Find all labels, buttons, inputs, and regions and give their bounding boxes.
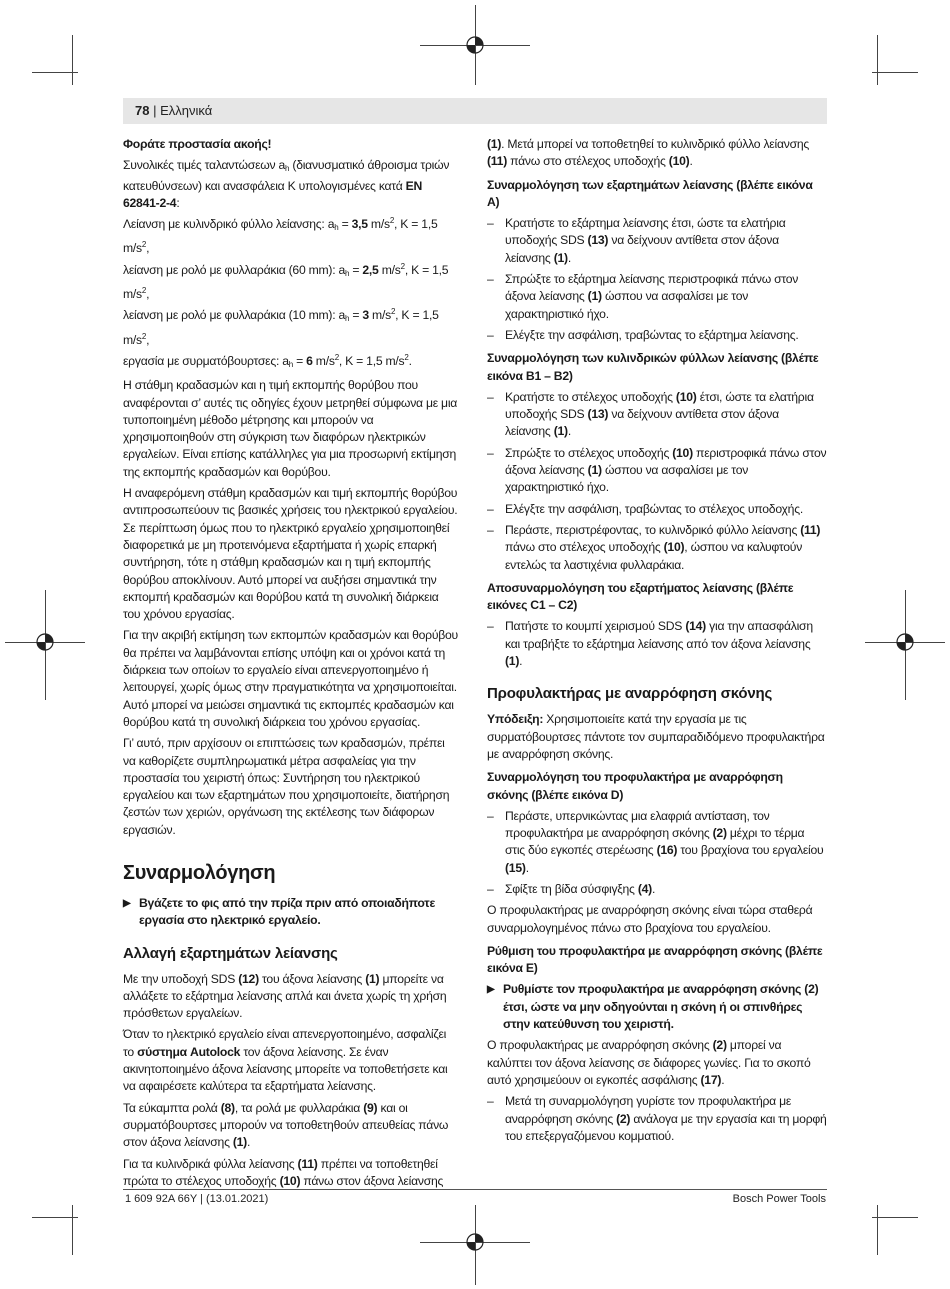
crop-mark: [872, 1217, 918, 1218]
page-number: 78: [135, 103, 150, 118]
list-item: – Ελέγξτε την ασφάλιση, τραβώντας το εξάρτημα λείανσης.: [487, 327, 799, 342]
vibration-value-1: Λείανση με κυλινδρικό φύλλο λείανσης: $a_h = 3,5$ $m/s^2$, K = 1,5 $m/s^2$,: [123, 216, 438, 256]
list-item: – Περάστε, υπερνικώντας μια ελαφριά αντίσταση, τον προφυλακτήρα με αναρρόφηση σκόνης (2) μέχρι το τέρμα στις δύο εγκοπές στερέωσης (16) του βραχίονα του εργαλείου (15).: [487, 808, 824, 875]
paragraph-estimation: Για την ακριβή εκτίμηση των εκπομπών κραδασμών και θορύβου θα πρέπει να λαμβάνονται επίσης υπόψη και οι χρόνοι κατά τη διάρκεια των οποίων το εργαλείο είναι απενεργοποιημένο ή λειτουργεί, χωρίς όμως στην πραγματικότητα να χρησιμοποιείται. Αυτό μπορεί να μειώσει σημαντικά τις εκπομπές κραδασμών και θορύβου κατά τη συνολική διάρκεια του χρόνου εργασίας.: [123, 628, 458, 729]
registration-target-icon: [464, 34, 486, 56]
page-header-bar: [123, 98, 827, 124]
paragraph-rolls: Τα εύκαμπτα ρολά (8), τα ρολά με φυλλαράκια (9) και οι συρματόβουρτσες μπορούν να τοποθετηθούν απευθείας πάνω στον άξονα λείανσης (1).: [123, 1100, 449, 1150]
hearing-protection-warning: Φοράτε προστασία ακοής!: [123, 137, 272, 151]
list-item: – Περάστε, περιστρέφοντας, το κυλινδρικό φύλλο λείανσης (11) πάνω στο στέλεχος υποδοχής (10), ώσπου να καλυφτούν εντελώς τα λαστιχένια φυλλαράκια.: [487, 522, 821, 572]
arrow-bullet-icon: ▶: [123, 897, 131, 909]
list-item: – Σφίξτε τη βίδα σύσφιγξης (4).: [487, 881, 656, 896]
arrow-bullet-icon: ▶: [487, 984, 495, 996]
registration-target-icon: [464, 1231, 486, 1253]
list-item: – Κρατήστε το στέλεχος υποδοχής (10) έτσι, ώστε τα ελατήρια υποδοχής SDS (13) να δείχνουν αντίθετα στον άξονα λείανσης (1).: [487, 389, 814, 439]
steps-adjust-guard: [487, 1093, 827, 1145]
section-title-assembly: Συναρμολόγηση: [123, 861, 276, 884]
crop-mark: [877, 1205, 878, 1255]
footer-doc-code: 1 609 92A 66Y | (13.01.2021): [125, 1193, 269, 1205]
paragraph-sds: Με την υποδοχή SDS (12) του άξονα λείανσης (1) μπορείτε να αλλάξετε το εξάρτημα λείανσης απλά και άνετα χωρίς τη χρήση πρόσθετων εργαλείων.: [123, 971, 447, 1021]
paragraph-guard-mounted: Ο προφυλακτήρας με αναρρόφηση σκόνης είναι τώρα σταθερά συναρμολογημένος πάνω στο βραχίονα του εργαλείου.: [487, 903, 813, 935]
list-item: – Σπρώξτε το εξάρτημα λείανσης περιστροφικά πάνω στον άξονα λείανσης (1) ώσπου να ασφαλίσει με τον χαρακτηριστικό ήχο.: [487, 272, 799, 321]
crop-mark: [32, 72, 78, 73]
vibration-value-2: λείανση με ρολό με φυλλαράκια (60 mm): $a_h = 2,5$ $m/s^2$, K = 1,5 $m/s^2$,: [123, 261, 449, 302]
registration-target-icon: [34, 631, 56, 653]
list-item: – Ελέγξτε την ασφάλιση, τραβώντας το στέλεχος υποδοχής.: [487, 501, 803, 516]
paragraph-guard-angles: Ο προφυλακτήρας με αναρρόφηση σκόνης (2) μπορεί να καλύπτει τον άξονα λείανσης σε διάφορες γωνίες. Για το σκοπό αυτό χρησιμεύουν οι εγκοπές ασφάλισης (17).: [487, 1038, 811, 1087]
paragraph-usage: Η αναφερόμενη στάθμη κραδασμών και τιμή εκπομπής θορύβου αντιπροσωπεύουν τις βασικές χρήσεις του ηλεκτρικού εργαλείου. Σε περίπτωση όμως που το ηλεκτρικό εργαλείο χρησιμοποιηθεί διαφορετικά με μη προτεινόμενα εξαρτήματα ή χωρίς επαρκή συντήρηση, τότε η στάθμη κραδασμών και η τιμή εκπομπής θορύβου αποκλίνουν. Αυτό μπορεί να αυξήσει σημαντικά την εκπομπή κραδασμών και θορύβου κατά τη συνολική διάρκεια του χρόνου εργασίας.: [123, 486, 458, 622]
list-item: – Μετά τη συναρμολόγηση γυρίστε τον προφυλακτήρα με αναρρόφηση σκόνης (2) ανάλογα με την εργασία και τη μορφή του επεξεργαζόμενου κομματιού.: [487, 1094, 827, 1143]
paragraph-sleeves: Για τα κυλινδρικά φύλλα λείανσης (11) πρέπει να τοποθετηθεί πρώτα το στέλεχος υποδοχής (10) πάνω στον άξονα λείανσης: [123, 1156, 444, 1188]
crop-mark: [32, 1217, 78, 1218]
section-title-change-accessories: Αλλαγή εξαρτημάτων λείανσης: [123, 944, 338, 962]
footer-brand: Bosch Power Tools: [732, 1193, 826, 1205]
subsection-title-adjust-guard: Ρύθμιση του προφυλακτήρα με αναρρόφηση σκόνης (βλέπε εικόνα E): [487, 943, 823, 976]
subsection-title-mount-guard: Συναρμολόγηση του προφυλακτήρα με αναρρόφηση σκόνης (βλέπε εικόνα D): [487, 770, 783, 802]
vibration-intro: Συνολικές τιμές ταλαντώσεων $a_h$ (διανυσματικό άθροισμα τριών κατευθύνσεων) και ανασφάλεια K υπολογισμένες κατά EN 62841-2-4: Λείανση με κυλινδρικό φύλλο λείανσης: $a_h = 3,5$ $m/s^2$, K = 1,5 $m/s^2$, λείανση με ρολό με φυλλαράκια (60 mm): $a_h = 2,5$ $m/s^2$, K = 1,5 $m/s^2$, λείανση με ρολό με φυλλαράκια (10 mm): $a_h = 3$ $m/s^2$, K = 1,5 $m/s^2$, εργασία με συρματόβουρτσες: $a_h = 6$ $m/s^2$, K = 1,5 $m/s^2$.: [123, 158, 450, 369]
paragraph-protection: Γι’ αυτό, πριν αρχίσουν οι επιπτώσεις των κραδασμών, πρέπει να καθορίζετε συμπληρωματικά μέτρα ασφαλείας για την προστασία του χειριστή όπως: Συντήρηση του ηλεκτρικού εργαλείου και των εξαρτημάτων που χρησιμοποιείτε, διατήρηση ζεστών των χεριών, οργάνωση της εκτέλεσης των διάφορων εργασιών.: [123, 736, 450, 837]
section-title-dust-guard: Προφυλακτήρας με αναρρόφηση σκόνης: [487, 685, 773, 703]
registration-target-icon: [894, 631, 916, 653]
vibration-value-3: λείανση με ρολό με φυλλαράκια (10 mm): $a_h = 3$ $m/s^2$, K = 1,5 $m/s^2$,: [123, 307, 439, 347]
crop-mark: [872, 72, 918, 73]
crop-mark: [72, 1205, 73, 1255]
steps-remove-accessory: [487, 618, 827, 670]
left-column: [123, 136, 459, 1194]
header-language: Ελληνικά: [160, 103, 213, 118]
paragraph-measurement: Η στάθμη κραδασμών και η τιμή εκπομπής θορύβου που αναφέρονται σ’ αυτές τις οδηγίες έχουν μετρηθεί σύμφωνα με μια τυποποιημένη μέθοδο μέτρησης και μπορούν να χρησιμοποιηθούν στη σύγκριση των διαφόρων ηλεκτρικών εργαλείων. Είναι επίσης κατάλληλες για μια προσωρινή εκτίμηση της εκπομπής κραδασμών και θορύβου.: [123, 378, 458, 479]
vibration-value-4: εργασία με συρματόβουρτσες: $a_h = 6$ $m/s^2$, K = 1,5 $m/s^2$.: [123, 352, 412, 369]
page-header: [135, 103, 212, 118]
assembly-warning: ▶ Βγάζετε το φις από την πρίζα πριν από οποιαδήποτε εργασία στο ηλεκτρικό εργαλείο.: [123, 895, 459, 930]
subsection-title-mount-sleeves: Συναρμολόγηση των κυλινδρικών φύλλων λείανσης (βλέπε εικόνα B1 – B2): [487, 351, 819, 383]
steps-mount-guard: [487, 808, 827, 898]
crop-mark: [72, 35, 73, 85]
paragraph-sleeve-continued: (1). Μετά μπορεί να τοποθετηθεί το κυλινδρικό φύλλο λείανσης (11) πάνω στο στέλεχος υποδοχής (10).: [487, 137, 810, 169]
paragraph-autolock: Όταν το ηλεκτρικό εργαλείο είναι απενεργοποιημένο, ασφαλίζει το σύστημα Autolock τον άξονα λείανσης. Σε έναν ακινητοποιημένο άξονα λείανσης μπορείτε να τοποθετήσετε και να αφαιρέσετε καλύτερα τα εξαρτήματα λείανσης.: [123, 1027, 448, 1094]
note-paragraph: Υπόδειξη: Χρησιμοποιείτε κατά την εργασία με τις συρματόβουρτσες πάντοτε τον συμπαραδιδόμενο προφυλακτήρα με αναρρόφηση σκόνης.: [487, 712, 825, 761]
list-item: – Σπρώξτε το στέλεχος υποδοχής (10) περιστροφικά πάνω στον άξονα λείανσης (1) ώσπου να ασφαλίσει με τον χαρακτηριστικό ήχο.: [487, 445, 827, 495]
subsection-title-mount-accessories: Συναρμολόγηση των εξαρτημάτων λείανσης (βλέπε εικόνα A): [487, 177, 813, 209]
steps-mount-sleeves: [487, 389, 827, 574]
right-column: [487, 136, 827, 1149]
footer-rule: [123, 1189, 827, 1190]
subsection-title-remove-accessory: Αποσυναρμολόγηση του εξαρτήματος λείανσης (βλέπε εικόνες C1 – C2): [487, 580, 794, 613]
header-separator: |: [149, 103, 161, 118]
list-item: – Πατήστε το κουμπί χειρισμού SDS (14) για την απασφάλιση και τραβήξτε το εξάρτημα λείανσης από τον άξονα λείανσης (1).: [487, 619, 813, 669]
adjust-guard-warning: ▶ Ρυθμίστε τον προφυλακτήρα με αναρρόφηση σκόνης (2) έτσι, ώστε να μην οδηγούνται η σκόνη ή οι σπινθήρες στην κατεύθυνση του χειριστή.: [487, 981, 827, 1033]
list-item: – Κρατήστε το εξάρτημα λείανσης έτσι, ώστε τα ελατήρια υποδοχής SDS (13) να δείχνουν αντίθετα στον άξονα λείανσης (1).: [487, 216, 786, 265]
steps-mount-accessories: [487, 215, 827, 344]
crop-mark: [877, 35, 878, 85]
